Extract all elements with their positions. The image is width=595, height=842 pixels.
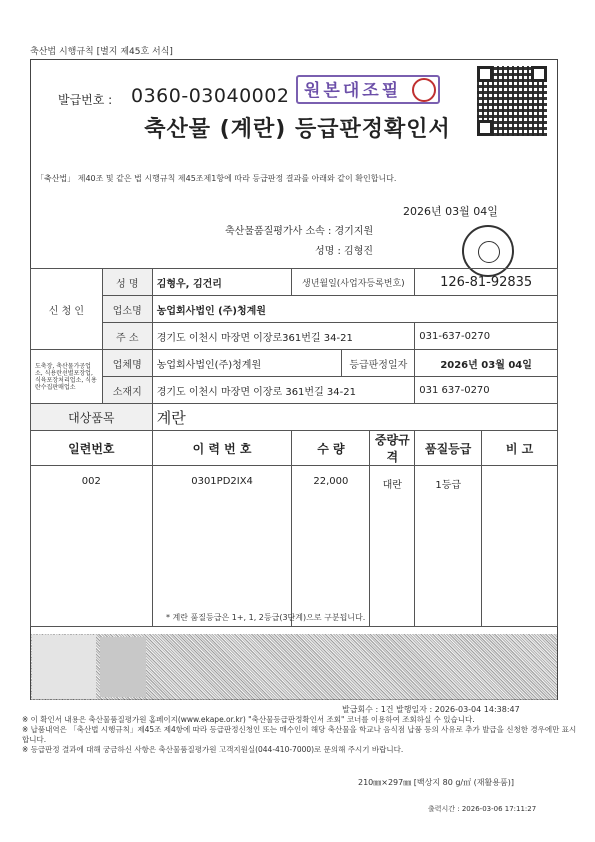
business-value: 농업회사법인 (주)청계원 bbox=[152, 296, 557, 323]
location-phone: 031 637-0270 bbox=[415, 377, 558, 404]
assessor-name: 성명 : 김형진 bbox=[315, 246, 374, 257]
issue-meta: 발급회수 : 1건 발행일자 : 2026-03-04 14:38:47 bbox=[342, 705, 520, 714]
grading-date-value: 2026년 03월 04일 bbox=[415, 350, 558, 377]
notes bbox=[22, 715, 582, 755]
note-item: ※ 납품내역은 「축산법 시행규칙」제45조 제4항에 따라 등급판정신청인 또는 매수인이 해당 축산물을 학교나 음식점 납품 등의 사유로 추가 발급을 신청한 경우에만 표시합니다. bbox=[22, 725, 577, 744]
row-quantity: 22,000 bbox=[292, 466, 370, 627]
birth-value: 126-81-92835 bbox=[415, 269, 558, 296]
intro-text: 「축산법」 제40조 및 같은 법 시행규칙 제45조제1항에 따라 등급판정 결과를 아래와 같이 확인합니다. bbox=[36, 174, 397, 183]
qr-eye-icon bbox=[531, 66, 547, 82]
assessor-affiliation: 축산물품질평가사 소속 : 경기지원 bbox=[225, 226, 374, 237]
applicant-name-value: 김형우, 김건리 bbox=[152, 269, 292, 296]
birth-label: 생년월일(사업자등록번호) bbox=[292, 269, 415, 296]
applicant-section-label: 신 청 인 bbox=[31, 269, 103, 350]
column-quantity: 수 량 bbox=[292, 431, 370, 466]
row-grade: 1등급 bbox=[415, 466, 482, 627]
column-grade: 품질등급 bbox=[415, 431, 482, 466]
issue-number: 0360-03040002 bbox=[131, 85, 290, 107]
address-label: 주 소 bbox=[102, 323, 152, 350]
paper-spec: 210㎜×297㎜ [백상지 80 g/㎡ (재활용품)] bbox=[358, 778, 514, 787]
address-value: 경기도 이천시 마장면 이장로361번길 34-21 bbox=[152, 323, 415, 350]
document-title: 축산물 (계란) 등급판정확인서 bbox=[144, 117, 451, 142]
table-row bbox=[31, 466, 558, 627]
stamp-seal-icon bbox=[412, 78, 436, 102]
farm-section-label: 도축장, 축산물가공업소, 식용란선별포장업, 식육포장처리업소, 식용란수집판매업소 bbox=[31, 350, 103, 404]
column-trace-number: 이 력 번 호 bbox=[152, 431, 292, 466]
note-item: ※ 이 확인서 내용은 축산물품질평가원 홈페이지(www.ekape.or.kr) "축산물등급판정확인서 조회" 코너를 이용하여 조회하실 수 있습니다. bbox=[22, 715, 475, 724]
row-serial: 002 bbox=[31, 466, 153, 627]
grading-date-label: 등급판정일자 bbox=[342, 350, 415, 377]
row-trace-number: 0301PD2IX4 bbox=[152, 466, 292, 627]
applicant-name-label: 성 명 bbox=[102, 269, 152, 296]
grade-note: * 계란 품질등급은 1+, 1, 2등급(3단계)으로 구분됩니다. bbox=[166, 613, 366, 622]
print-time: 출력시간 : 2026-03-06 17:11:27 bbox=[428, 805, 537, 813]
product-label: 대상품목 bbox=[31, 404, 153, 431]
product-value: 계란 bbox=[152, 404, 557, 431]
qr-eye-icon bbox=[477, 66, 493, 82]
column-serial: 일련번호 bbox=[31, 431, 153, 466]
note-item: ※ 등급판정 결과에 대해 궁금하신 사항은 축산물품질평가원 고객지원실(044-410-7000)로 문의해 주시기 바랍니다. bbox=[22, 745, 404, 754]
form-label: 축산법 시행규칙 [별지 제45호 서식] bbox=[30, 47, 173, 57]
company-value: 농업회사법인(주)청계원 bbox=[152, 350, 342, 377]
company-label: 업체명 bbox=[102, 350, 152, 377]
security-block bbox=[100, 637, 146, 697]
row-weight: 대란 bbox=[370, 466, 415, 627]
original-verified-stamp: 원본대조필 bbox=[296, 75, 440, 104]
business-label: 업소명 bbox=[102, 296, 152, 323]
column-remarks: 비 고 bbox=[482, 431, 558, 466]
location-label: 소재지 bbox=[102, 377, 152, 404]
location-value: 경기도 이천시 마장면 이장로 361번길 34-21 bbox=[152, 377, 415, 404]
issue-date: 2026년 03월 04일 bbox=[403, 205, 498, 218]
column-weight: 중량규격 bbox=[370, 431, 415, 466]
row-remarks bbox=[482, 466, 558, 627]
address-phone: 031-637-0270 bbox=[415, 323, 558, 350]
certificate-table bbox=[30, 268, 558, 627]
issue-number-label: 발급번호 : bbox=[58, 93, 113, 107]
security-block bbox=[32, 635, 96, 699]
